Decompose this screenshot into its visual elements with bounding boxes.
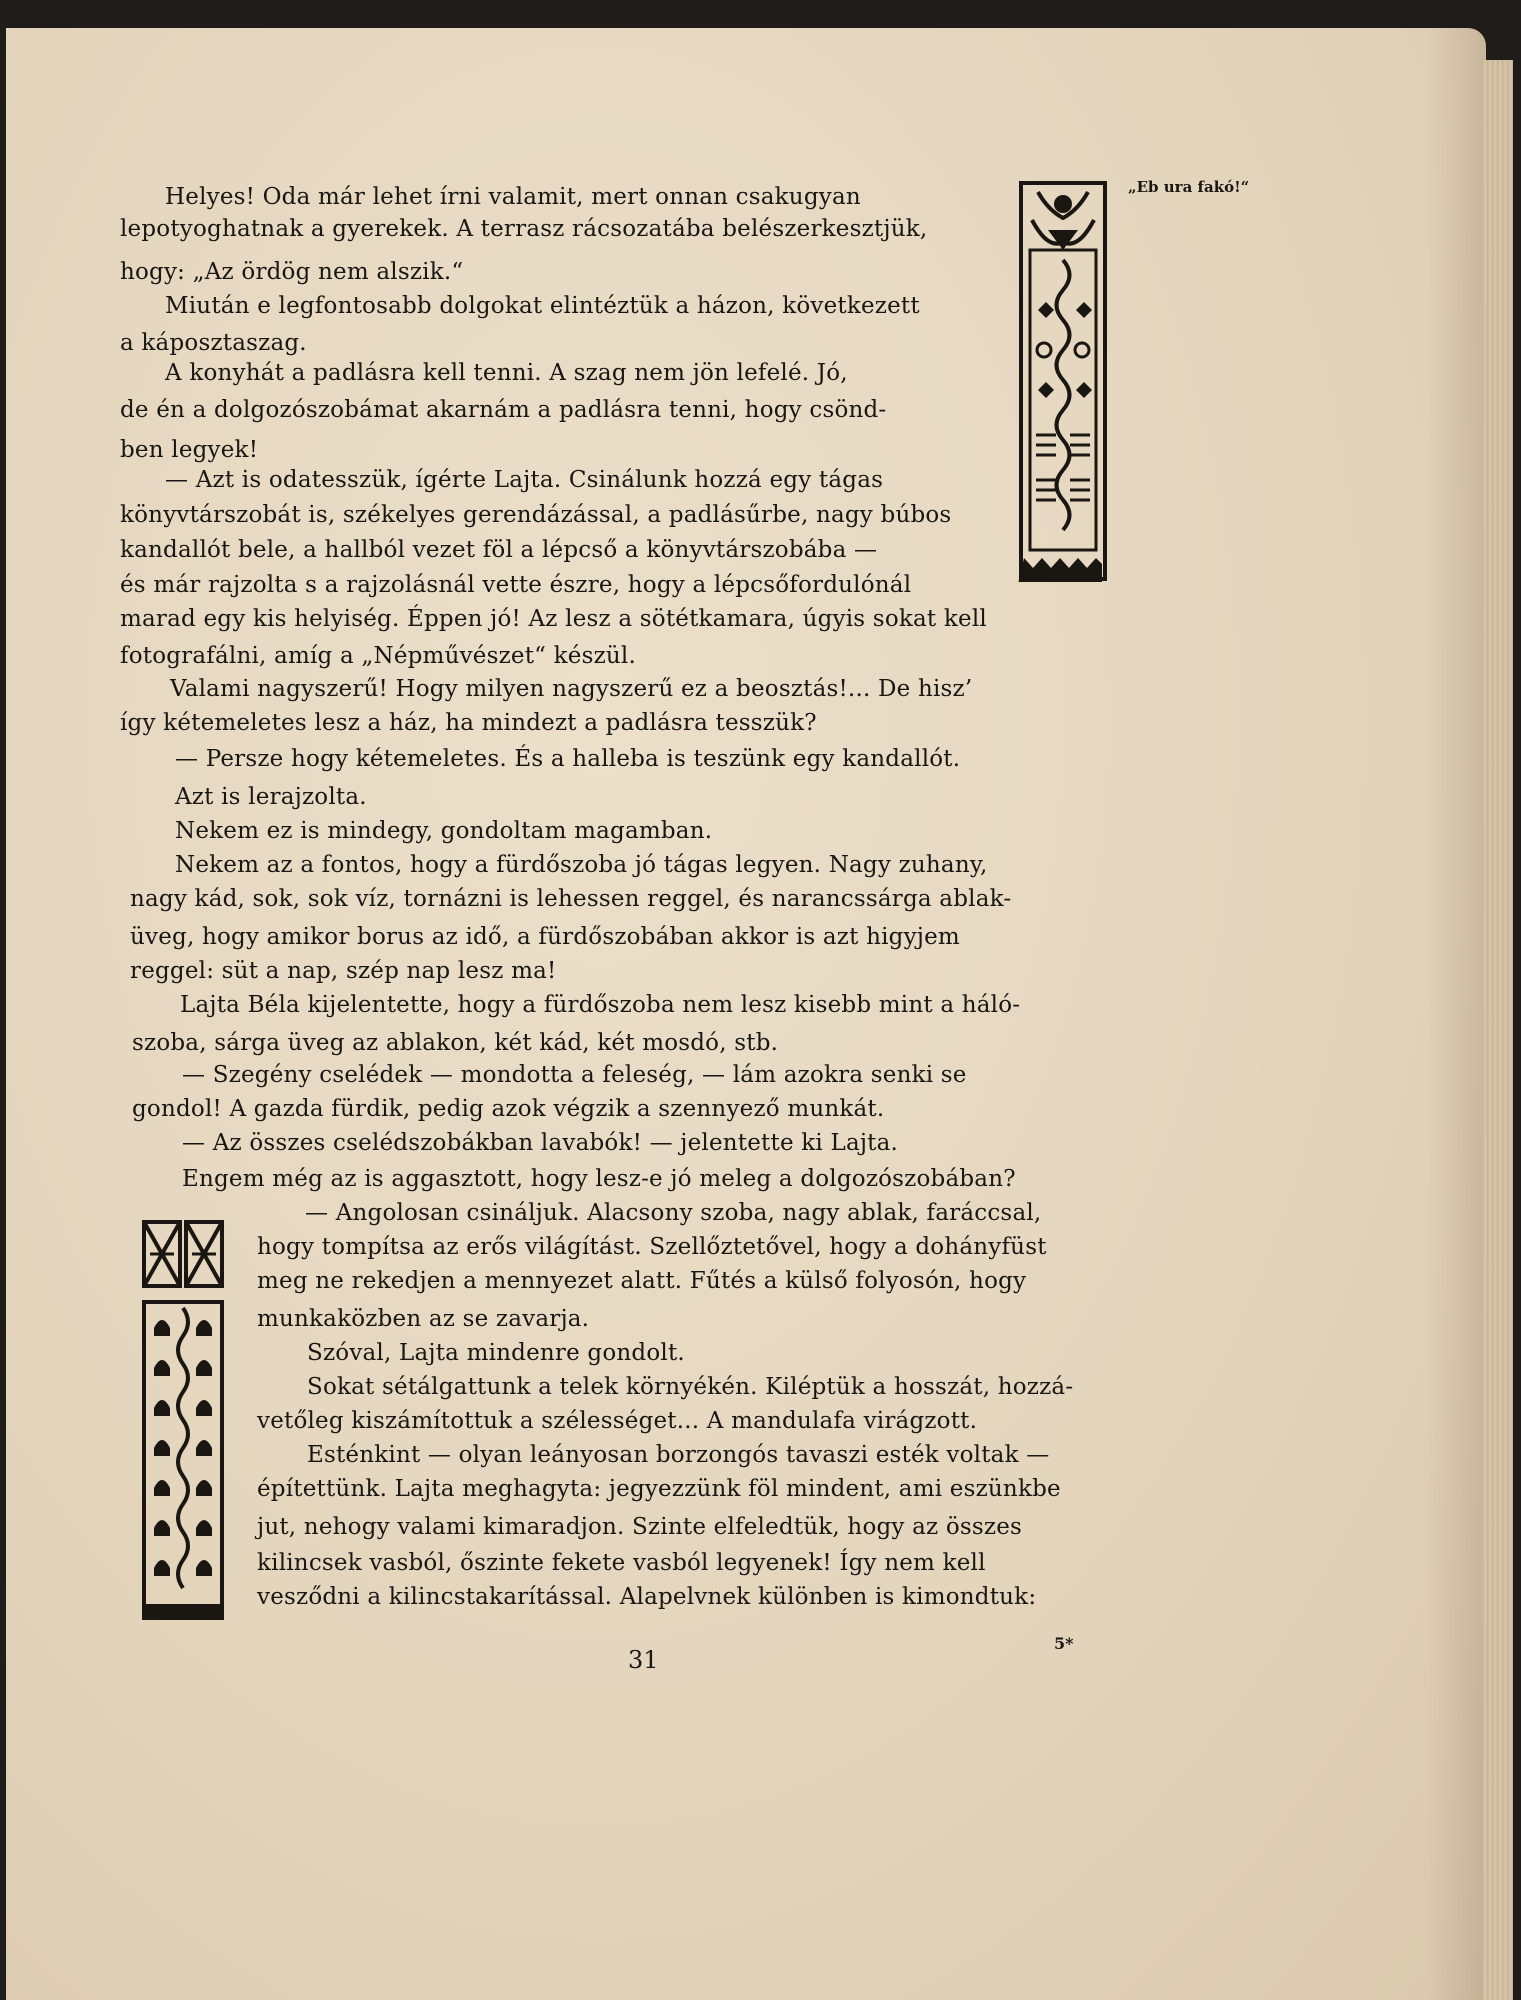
text-line: Engem még az is aggasztott, hogy lesz-e jó meleg a dolgozószobában? — [182, 1166, 1016, 1192]
text-line: Nekem az a fontos, hogy a fürdőszoba jó tágas legyen. Nagy zuhany, — [175, 852, 988, 878]
text-line: építettünk. Lajta meghagyta: jegyezzünk föl mindent, ami eszünkbe — [257, 1476, 1061, 1502]
text-line: munkaközben az se zavarja. — [257, 1306, 590, 1332]
margin-note: „Eb ura fakó!“ — [1128, 178, 1250, 196]
text-line: Helyes! Oda már lehet írni valamit, mert onnan csakugyan — [165, 184, 861, 210]
text-line: reggel: süt a nap, szép nap lesz ma! — [130, 958, 557, 984]
text-line: meg ne rekedjen a mennyezet alatt. Fűtés a külső folyosón, hogy — [257, 1268, 1027, 1294]
text-line: — Persze hogy kétemeletes. És a halleba is teszünk egy kandallót. — [175, 746, 961, 772]
text-line: hogy: „Az ördög nem alszik.“ — [120, 259, 464, 285]
text-line: kandallót bele, a hallból vezet föl a lépcső a könyvtárszobába — — [120, 537, 878, 563]
text-line: vetőleg kiszámítottuk a szélességet... A mandulafa virágzott. — [257, 1408, 978, 1434]
text-line: jut, nehogy valami kimaradjon. Szinte elfeledtük, hogy az összes — [257, 1514, 1023, 1540]
text-line: és már rajzolta s a rajzolásnál vette észre, hogy a lépcsőfordulónál — [120, 572, 912, 598]
text-line: könyvtárszobát is, székelyes gerendázással, a padlásűrbe, nagy búbos — [120, 502, 952, 528]
text-line: nagy kád, sok, sok víz, tornázni is lehessen reggel, és narancssárga ablak- — [130, 886, 1012, 912]
text-line: Miután e legfontosabb dolgokat elintéztük a házon, következett — [165, 293, 920, 319]
text-line: vesződni a kilincstakarítással. Alapelvnek különben is kimondtuk: — [257, 1584, 1037, 1610]
text-line: de én a dolgozószobámat akarnám a padlásra tenni, hogy csönd- — [120, 397, 887, 423]
text-line: Nekem ez is mindegy, gondoltam magamban. — [175, 818, 713, 844]
text-line: lepotyoghatnak a gyerekek. A terrasz rácsozatába belészerkesztjük, — [120, 216, 928, 242]
text-line: Lajta Béla kijelentette, hogy a fürdőszoba nem lesz kisebb mint a háló- — [180, 992, 1021, 1018]
text-line: szoba, sárga üveg az ablakon, két kád, két mosdó, stb. — [132, 1030, 779, 1056]
text-line: ben legyek! — [120, 437, 259, 463]
text-line: így kétemeletes lesz a ház, ha mindezt a padlásra tesszük? — [120, 710, 817, 736]
text-line: — Azt is odatesszük, ígérte Lajta. Csinálunk hozzá egy tágas — [165, 467, 884, 493]
text-line: Esténkint — olyan leányosan borzongós tavaszi esték voltak — — [307, 1442, 1050, 1468]
text-line: Szóval, Lajta mindenre gondolt. — [307, 1340, 685, 1366]
text-line: — Az összes cselédszobákban lavabók! — jelentette ki Lajta. — [182, 1130, 899, 1156]
text-line: — Angolosan csináljuk. Alacsony szoba, nagy ablak, faráccsal, — [305, 1200, 1042, 1226]
text-line: fotografálni, amíg a „Népművészet“ készül. — [120, 643, 636, 669]
text-line: Sokat sétálgattunk a telek környékén. Kiléptük a hosszát, hozzá- — [307, 1374, 1074, 1400]
text-line: hogy tompítsa az erős világítást. Szellőztetővel, hogy a dohányfüst — [257, 1234, 1047, 1260]
text-line: gondol! A gazda fürdik, pedig azok végzik a szennyező munkát. — [132, 1096, 885, 1122]
text-line: A konyhát a padlásra kell tenni. A szag nem jön lefelé. Jó, — [165, 360, 848, 386]
text-line: Valami nagyszerű! Hogy milyen nagyszerű ez a beosztás!... De hisz’ — [170, 676, 973, 702]
text-line: kilincsek vasból, őszinte fekete vasból legyenek! Így nem kell — [257, 1550, 986, 1576]
text-line: — Szegény cselédek — mondotta a feleség, — lám azokra senki se — [182, 1062, 967, 1088]
signature-mark: 5* — [1054, 1634, 1074, 1653]
text-line: a káposztaszag. — [120, 330, 307, 356]
page-number: 31 — [628, 1646, 659, 1674]
text-line: Azt is lerajzolta. — [175, 784, 367, 810]
text-line: üveg, hogy amikor borus az idő, a fürdőszobában akkor is azt higyjem — [130, 924, 960, 950]
text-line: marad egy kis helyiség. Éppen jó! Az lesz a sötétkamara, úgyis sokat kell — [120, 606, 987, 632]
